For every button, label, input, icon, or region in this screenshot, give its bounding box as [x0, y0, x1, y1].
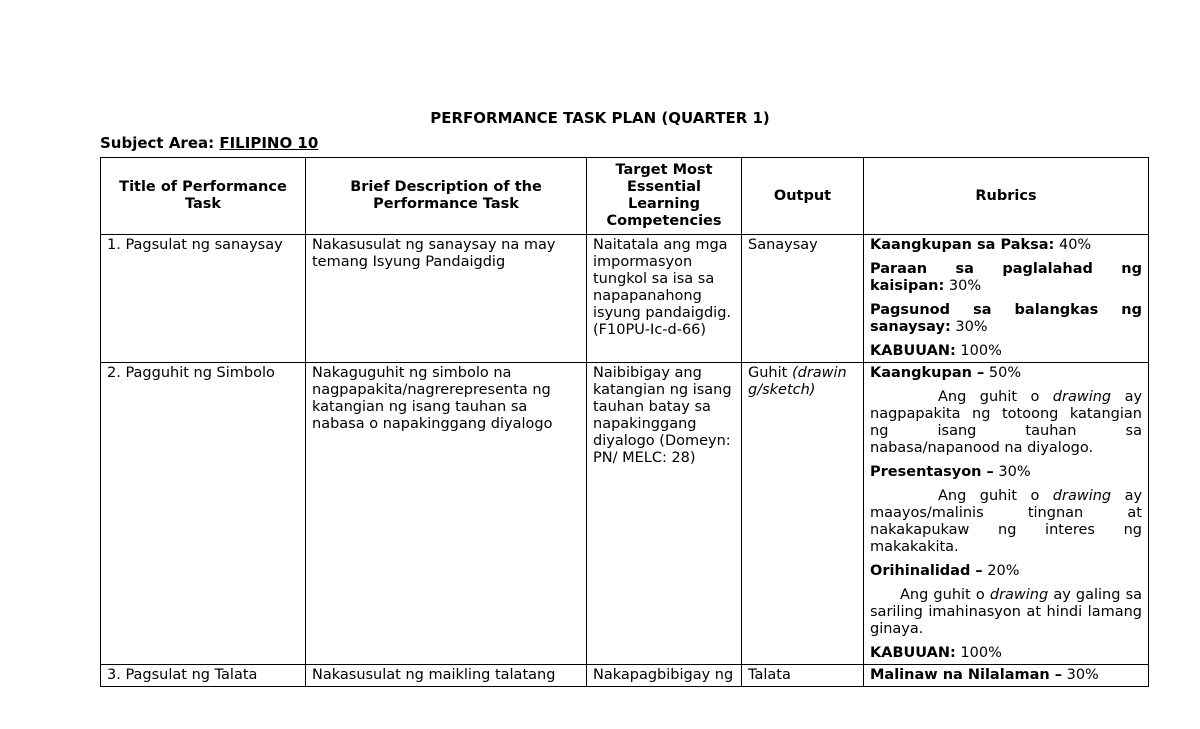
rubric-label: Orihinalidad –: [870, 563, 983, 579]
task-output: Talata: [742, 665, 864, 687]
table-row: [101, 665, 1149, 687]
rubric-value: 50%: [988, 365, 1022, 381]
output-main: Guhit: [748, 365, 788, 381]
header-output: Output: [742, 158, 864, 235]
header-competencies: Target Most Essential Learning Competencies: [587, 158, 742, 235]
subject-label: Subject Area:: [100, 134, 215, 152]
table-row: [101, 363, 1149, 665]
subject-value: FILIPINO 10: [219, 134, 319, 152]
task-rubrics: [864, 363, 1149, 665]
rubric-total-value: 100%: [960, 343, 1002, 359]
subject-area: [100, 134, 318, 152]
task-rubrics: [864, 235, 1149, 363]
task-title: 2. Pagguhit ng Simbolo: [101, 363, 306, 665]
task-description: Nakaguguhit ng simbolo na nagpapakita/nagrerepresenta ng katangian ng isang tauhan sa nabasa o napakinggang diyalogo: [306, 363, 587, 665]
rubric-value: 30%: [1066, 667, 1099, 683]
rubric-label: Paraan sa paglalahad ng kaisipan:: [870, 261, 1142, 294]
task-description: Nakasusulat ng maikling talatang: [306, 665, 587, 687]
rubric-value: 40%: [1058, 237, 1092, 253]
task-rubrics: [864, 665, 1149, 687]
rubric-total-label: KABUUAN:: [870, 343, 956, 359]
performance-task-table: [100, 157, 1149, 687]
rubric-description: Ang guhit o drawing ay galing sa sariling imahinasyon at hindi lamang ginaya.: [870, 587, 1143, 637]
header-rubrics: Rubrics: [864, 158, 1149, 235]
task-competency: Nakapagbibigay ng: [587, 665, 742, 687]
output-note: (drawing/sketch): [748, 365, 847, 398]
rubric-value: 30%: [955, 319, 988, 335]
rubric-value: 20%: [987, 563, 1020, 579]
header-description: Brief Description of the Performance Task: [306, 158, 587, 235]
rubric-description: Ang guhit o drawing ay nagpapakita ng totoong katangian ng isang tauhan sa nabasa/napanood na diyalogo.: [870, 389, 1143, 456]
task-competency: Naitatala ang mga impormasyon tungkol sa isa sa napapanahong isyung pandaigdig. (F10PU-Ic-d-66): [587, 235, 742, 363]
rubric-total-value: 100%: [960, 645, 1002, 661]
rubric-label: Kaangkupan –: [870, 365, 985, 381]
rubric-value: 30%: [998, 464, 1031, 480]
table-header-row: [101, 158, 1149, 235]
rubric-label: Kaangkupan sa Paksa:: [870, 237, 1055, 253]
header-title: Title of Performance Task: [101, 158, 306, 235]
task-title: 1. Pagsulat ng sanaysay: [101, 235, 306, 363]
document-title: PERFORMANCE TASK PLAN (QUARTER 1): [430, 109, 770, 127]
task-output: Sanaysay: [742, 235, 864, 363]
rubric-label: Malinaw na Nilalaman –: [870, 667, 1062, 683]
rubric-description: Ang guhit o drawing ay maayos/malinis tingnan at nakakapukaw ng interes ng makakakita.: [870, 488, 1143, 555]
rubric-label: Presentasyon –: [870, 464, 994, 480]
task-competency: Naibibigay ang katangian ng isang tauhan batay sa napakinggang diyalogo (Domeyn: PN/ MELC: 28): [587, 363, 742, 665]
task-title: 3. Pagsulat ng Talata: [101, 665, 306, 687]
rubric-label: Pagsunod sa balangkas ng sanaysay:: [870, 302, 1142, 335]
task-output: [742, 363, 864, 665]
task-description: Nakasusulat ng sanaysay na may temang Isyung Pandaigdig: [306, 235, 587, 363]
rubric-total-label: KABUUAN:: [870, 645, 956, 661]
rubric-value: 30%: [948, 278, 982, 294]
table-row: [101, 235, 1149, 363]
